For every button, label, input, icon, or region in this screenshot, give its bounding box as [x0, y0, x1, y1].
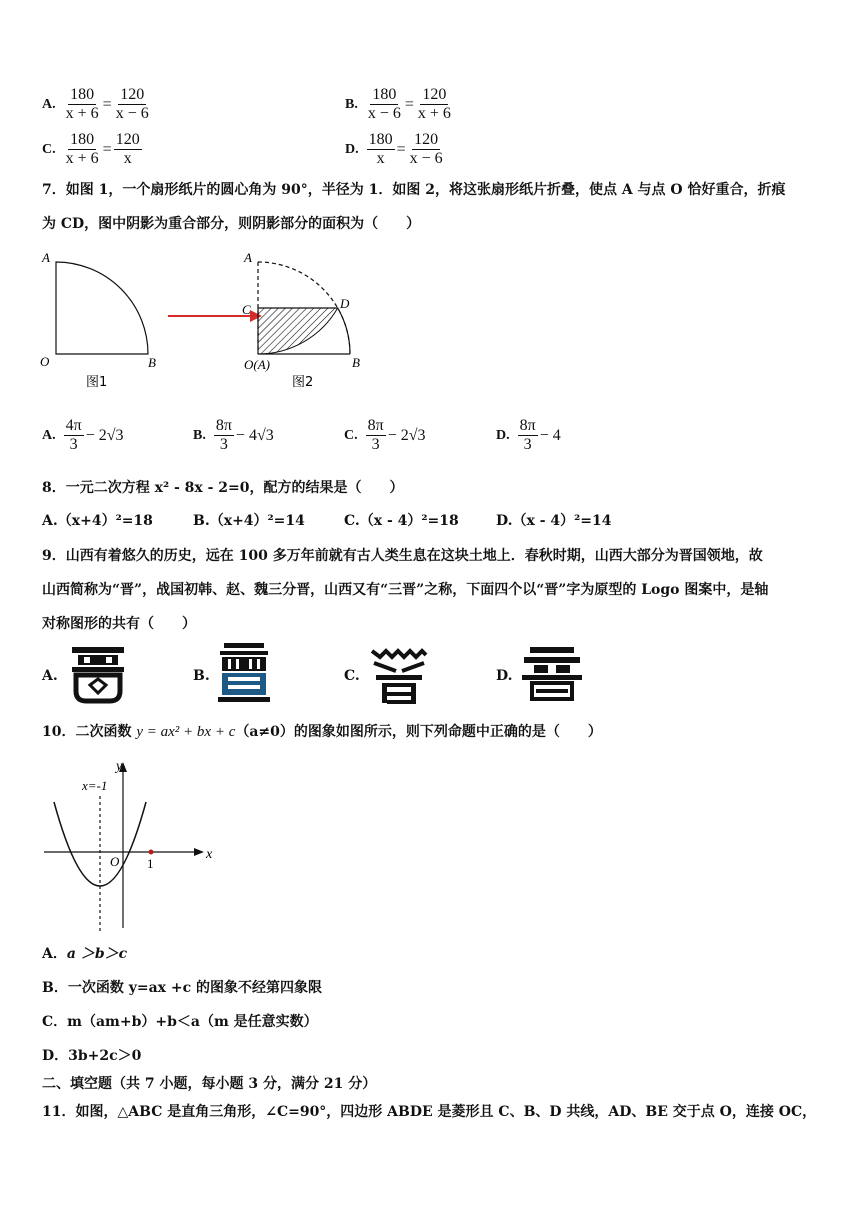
fig2-label-oa: O(A) [244, 357, 270, 372]
fig1-caption: 图1 [86, 375, 108, 390]
q9-option-a-label: A. [42, 668, 58, 684]
q10-formula: y = ax² + bx + c [136, 724, 236, 740]
q10-parabola-graph [38, 756, 228, 936]
q11-stem-line1: 11．如图，△ABC 是直角三角形，∠C=90°，四边形 ABDE 是菱形且 C、B、D 共线，AD、BE 交于点 O，连接 OC， [42, 1104, 817, 1120]
q7-stem-line1: 7．如图 1，一个扇形纸片的圆心角为 90°，半径为 1．如图 2，将这张扇形纸片折叠，使点 A 与点 O 恰好重合，折痕 [42, 182, 786, 198]
q8-option-d: D.（x - 4）²=14 [496, 513, 612, 529]
fraction: $\frac{4\pi}{3}$ [65, 417, 82, 453]
fraction: $\frac{8\pi}{3}$ [367, 417, 384, 453]
q7-option-b: B. $\frac{8\pi}{3}$ − 4√3 [193, 417, 274, 453]
fraction: $\frac{180}{x + 6}$ [65, 131, 99, 167]
fraction: $\frac{180}{x}$ [368, 131, 393, 167]
q7-option-c: C. $\frac{8\pi}{3}$ − 2√3 [344, 417, 426, 453]
q8-option-a: A.（x+4）²=18 [42, 513, 153, 529]
q10-option-d: D．3b+2c＞0 [42, 1048, 142, 1064]
fraction: $\frac{120}{x + 6}$ [417, 86, 451, 122]
fraction: $\frac{120}{x - 6}$ [409, 131, 443, 167]
section-fill-in-title: 二、填空题（共 7 小题，每小题 3 分，满分 21 分） [42, 1076, 377, 1092]
fig1-label-b: B [148, 355, 156, 370]
q10-option-b: B．一次函数 y=ax +c 的图象不经第四象限 [42, 980, 323, 996]
q8-option-b: B.（x+4）²=14 [193, 513, 305, 529]
figure-1-sector [56, 262, 148, 354]
graph-one-label: 1 [147, 856, 154, 871]
q10-stem: 10．二次函数 y = ax² + bx + c（a≠0）的图象如图所示，则下列命题中正确的是（ ） [42, 724, 602, 740]
fraction: $\frac{120}{x}$ [115, 131, 140, 167]
jin-logo-a-icon [68, 645, 128, 705]
jin-logo-b-icon [214, 641, 274, 705]
fig2-label-a: A [244, 250, 252, 265]
fraction: $\frac{8\pi}{3}$ [519, 417, 536, 453]
fraction: $\frac{180}{x + 6}$ [65, 86, 99, 122]
q6-option-b: B. $\frac{180}{x - 6}$ = $\frac{120}{x + 6}$ [345, 86, 451, 122]
fraction: $\frac{8\pi}{3}$ [215, 417, 232, 453]
q6-option-c: C. $\frac{180}{x + 6}$ = $\frac{120}{x}$ [42, 131, 140, 167]
fig2-caption: 图2 [292, 375, 314, 390]
fig1-label-a: A [42, 250, 50, 265]
jin-logo-c-icon [368, 645, 430, 705]
q7-option-d: D. $\frac{8\pi}{3}$ − 4 [496, 417, 561, 453]
fig2-label-b: B [352, 355, 360, 370]
figure-2-fold [258, 262, 350, 354]
fraction: $\frac{180}{x - 6}$ [367, 86, 401, 122]
jin-logo-d-icon [520, 645, 584, 703]
q10-option-c: C．m（am+b）+b＜a（m 是任意实数） [42, 1014, 318, 1030]
q7-option-a: A. $\frac{4\pi}{3}$ − 2√3 [42, 417, 124, 453]
fig2-label-d: D [340, 296, 350, 311]
graph-y-label: y [116, 759, 123, 774]
q8-option-c: C.（x - 4）²=18 [344, 513, 459, 529]
graph-origin-label: O [110, 854, 120, 869]
graph-symmetry-label: x=-1 [82, 778, 108, 793]
q7-figures [36, 246, 376, 396]
fig2-label-c: C [242, 302, 251, 317]
q9-option-b-label: B. [193, 668, 210, 684]
graph-x-label: x [206, 847, 213, 862]
fraction: $\frac{120}{x - 6}$ [115, 86, 149, 122]
q8-stem: 8．一元二次方程 x² - 8x - 2=0，配方的结果是（ ） [42, 480, 404, 496]
q9-stem-line3: 对称图形的共有（ ） [42, 616, 196, 632]
q6-option-d: D. $\frac{180}{x}$ = $\frac{120}{x - 6}$ [345, 131, 443, 167]
q9-stem-line2: 山西简称为“晋”，战国初韩、赵、魏三分晋，山西又有“三晋”之称，下面四个以“晋”字为原型的 Logo 图案中，是轴 [42, 582, 769, 598]
q7-stem-line2: 为 CD，图中阴影为重合部分，则阴影部分的面积为（ ） [42, 216, 421, 232]
q9-stem-line1: 9．山西有着悠久的历史，远在 100 多万年前就有古人类生息在这块土地上．春秋时期，山西大部分为晋国领地，故 [42, 548, 763, 564]
q9-option-c-label: C. [344, 668, 360, 684]
q10-option-a: A．a ＞b＞c [42, 946, 128, 962]
q9-option-d-label: D. [496, 668, 513, 684]
fig1-label-o: O [40, 354, 50, 369]
q6-option-a: A. $\frac{180}{x + 6}$ = $\frac{120}{x - 6}$ [42, 86, 149, 122]
